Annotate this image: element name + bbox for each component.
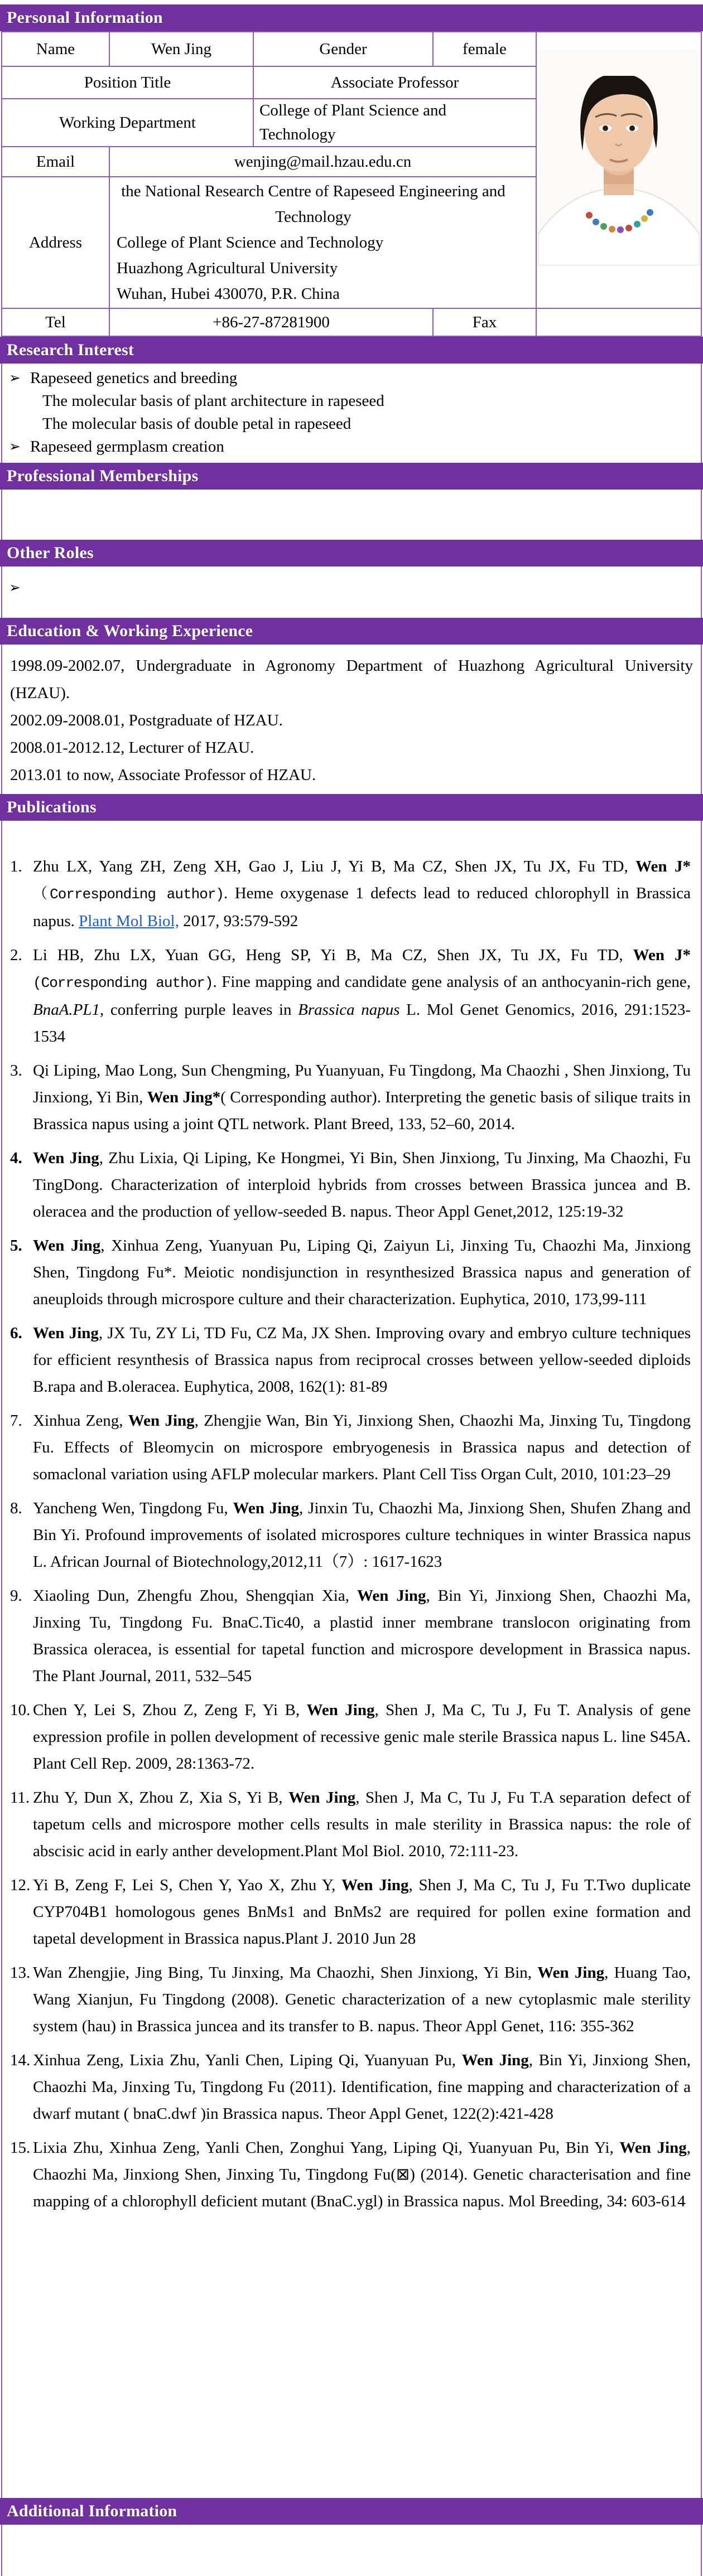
publication-number: 6. xyxy=(10,1324,22,1342)
position-title-label: Position Title xyxy=(2,67,254,99)
research-item-text: Rapeseed germplasm creation xyxy=(30,438,224,456)
address-line: College of Plant Science and Technology xyxy=(117,234,384,251)
publication-number: 7. xyxy=(10,1412,22,1430)
name-label: Name xyxy=(2,32,110,67)
research-item-text: Rapeseed genetics and breeding xyxy=(30,369,238,387)
publication-text-segment: , JX Tu, ZY Li, TD Fu, CZ Ma, JX Shen. Improving ovary and embryo culture techniques for efficient resynthesis of Brassica napus from reciprocal crosses between yellow-seeded diploids B.rapa and B.oleracea. Euphytica, 2008, 162(1): 81-89 xyxy=(33,1324,691,1396)
publication-item xyxy=(2,853,693,934)
publication-text-segment: Zhu Y, Dun X, Zhou Z, Xia S, Yi B, xyxy=(33,1789,289,1807)
publication-text-segment: Xiaoling Dun, Zhengfu Zhou, Shengqian Xia, xyxy=(33,1587,357,1605)
additional-information-content xyxy=(1,2525,702,2576)
section-header-research-interest xyxy=(0,337,703,364)
publication-text-segment: Xinhua Zeng, xyxy=(33,1412,128,1430)
publications-list xyxy=(1,821,702,2498)
education-list xyxy=(1,645,702,794)
publication-item xyxy=(2,942,693,1050)
publication-text-segment: , conferring purple leaves in xyxy=(100,1001,298,1019)
tel-value: +86-27-87281900 xyxy=(110,309,434,336)
publication-text-segment: , Zhu Lixia, Qi Liping, Ke Hongmei, Yi Bin, Shen Jinxiong, Tu Jinxing, Ma Chaozhi, Fu TingDong. Characterization of interploid hybrids from crosses between Brassica juncea and B. oleracea and the production of yellow-seeded B. napus. Theor Appl Genet,2012, 125:19-32 xyxy=(33,1149,691,1221)
publication-item xyxy=(2,2047,693,2127)
publication-text-segment: Brassica napus xyxy=(298,1001,400,1019)
publication-text-segment: Wen Jing xyxy=(33,1237,101,1255)
professional-memberships-content xyxy=(1,490,702,540)
arrow-bullet-icon: ➢ xyxy=(9,371,21,386)
publication-text-segment: Wen Jing xyxy=(33,1324,99,1342)
publication-item xyxy=(2,1495,693,1575)
tel-label: Tel xyxy=(2,309,110,336)
publication-text-segment: Xinhua Zeng, Lixia Zhu, Yanli Chen, Liping Qi, Yuanyuan Pu, xyxy=(33,2051,462,2069)
publication-text-segment: , Jinxin Tu, Chaozhi Ma, Jinxiong Shen, Shufen Zhang and Bin Yi. Profound improvements of isolated microspores culture techniques in winter Brassica napus L. African Journal of Biotechnology,2012,11（7）: 1617-1623 xyxy=(33,1499,691,1571)
publication-text-segment: Qi Liping, Mao Long, Sun Chengming, Pu Yuanyuan, Fu Tingdong, Ma Chaozhi , Shen Jinxiong, Tu Jinxiong, Yi Bin, xyxy=(33,1062,691,1106)
publication-journal-link[interactable]: Plant Mol Biol, xyxy=(79,912,179,930)
publication-text-segment: , Zhengjie Wan, Bin Yi, Jinxiong Shen, Chaozhi Ma, Jinxing Tu, Tingdong Fu. Effects of Bleomycin on microspore embryogenesis in Brassica napus and detection of somaclonal variation using AFLP molecular markers. Plant Cell Tiss Organ Cult, 2010, 101:23–29 xyxy=(33,1412,691,1483)
education-entry: 2008.01-2012.12, Lecturer of HZAU. xyxy=(10,739,254,757)
publication-item xyxy=(2,1057,693,1137)
arrow-bullet-icon: ➢ xyxy=(9,580,21,595)
gender-value: female xyxy=(434,32,537,67)
arrow-bullet-icon: ➢ xyxy=(9,439,21,454)
publication-item xyxy=(2,1407,693,1488)
section-header-personal-information xyxy=(0,4,703,31)
publication-number: 13. xyxy=(10,1964,31,1982)
publication-number: 12. xyxy=(10,1876,31,1894)
publication-text-segment: BnaA.PL1 xyxy=(33,1001,100,1019)
section-title: Education & Working Experience xyxy=(7,622,253,640)
publication-item xyxy=(2,1145,693,1225)
publication-number: 14. xyxy=(10,2051,31,2069)
publication-text-segment: Wen Jing xyxy=(306,1701,375,1719)
publication-text-segment: , Shen J, Ma C, Tu J, Fu T.Two duplicate CYP704B1 homologous genes BnMs1 and BnMs2 are required for pollen exine formation and tapetal development in Brassica napus.Plant J. 2010 Jun 28 xyxy=(33,1876,691,1948)
publication-text-segment: Wan Zhengjie, Jing Bing, Tu Jinxing, Ma Chaozhi, Shen Jinxiong, Yi Bin, xyxy=(33,1964,538,1982)
research-item-text: The molecular basis of double petal in rapeseed xyxy=(42,415,352,433)
section-header-professional-memberships xyxy=(0,463,703,490)
address-label: Address xyxy=(2,177,110,309)
research-item-sub-item xyxy=(6,413,692,435)
publication-item xyxy=(2,1784,693,1865)
section-header-other-roles xyxy=(0,540,703,566)
publication-text-segment: Wen Jing xyxy=(537,1964,605,1982)
address-line: Wuhan, Hubei 430070, P.R. China xyxy=(117,285,340,303)
personal-info-table xyxy=(1,31,702,337)
publication-text-segment: . Fine mapping and candidate gene analysis of an anthocyanin-rich gene, xyxy=(213,973,691,991)
publication-text-segment: . Heme oxygenase 1 defects lead to reduced chlorophyll in Brassica napus. xyxy=(33,884,691,930)
portrait-photo xyxy=(538,50,700,265)
fax-value xyxy=(537,309,701,336)
publication-text-segment: (Corresponding author) xyxy=(33,975,213,991)
position-title-value: Associate Professor xyxy=(254,67,537,99)
publication-text-segment: （Corresponding author) xyxy=(33,886,224,903)
email-value: wenjing@mail.hzau.edu.cn xyxy=(110,147,537,177)
publication-text-segment: 2017, 93:579-592 xyxy=(179,912,298,930)
publication-text-segment: Chen Y, Lei S, Zhou Z, Zeng F, Yi B, xyxy=(33,1701,307,1719)
working-department-label: Working Department xyxy=(2,99,254,147)
publication-text-segment: Li HB, Zhu LX, Yuan GG, Heng SP, Yi B, Ma CZ, Shen JX, Tu JX, Fu TD, xyxy=(33,946,633,964)
publication-text-segment: , Shen J, Ma C, Tu J, Fu T. Analysis of gene expression profile in pollen development of recessive genic male sterile Brassica napus L. line S45A. Plant Cell Rep. 2009, 28:1363-72. xyxy=(33,1701,691,1773)
publication-text-segment: Zhu LX, Yang ZH, Zeng XH, Gao J, Liu J, Yi B, Ma CZ, Shen JX, Tu JX, Fu TD, xyxy=(33,858,636,875)
publication-number: 10. xyxy=(10,1701,31,1719)
publication-number: 11. xyxy=(10,1789,30,1807)
publication-text-segment: Wen Jing xyxy=(288,1789,356,1807)
publication-text-segment: Wen Jing xyxy=(33,1149,99,1167)
publication-text-segment: ( Corresponding author). Interpreting the genetic basis of silique traits in Brassica napus using a joint QTL network. Plant Breed, 133, 52–60, 2014. xyxy=(33,1088,691,1133)
publication-item xyxy=(2,1582,693,1689)
publication-text-segment: Wen Jing xyxy=(128,1412,195,1430)
publication-item xyxy=(2,1697,693,1777)
section-header-education-working-experience xyxy=(0,618,703,645)
section-title: Additional Information xyxy=(7,2502,177,2520)
section-header-additional-information xyxy=(0,2498,703,2525)
section-header-publications xyxy=(0,794,703,821)
working-department-value: College of Plant Science and Technology xyxy=(254,99,537,147)
publication-item xyxy=(2,1232,693,1313)
publication-text-segment: , Chaozhi Ma, Jinxiong Shen, Jinxing Tu, Tingdong Fu(⊠) (2014). Genetic characterisation and fine mapping of a chlorophyll deficient mutant (BnaC.ygl) in Brassica napus. Mol Breeding, 34: 603-614 xyxy=(33,2139,691,2210)
publication-text-segment: Wen Jing xyxy=(619,2139,687,2157)
education-entry: 2013.01 to now, Associate Professor of HZAU. xyxy=(10,766,316,784)
publication-text-segment: , Xinhua Zeng, Yuanyuan Pu, Liping Qi, Zaiyun Li, Jinxing Tu, Chaozhi Ma, Jinxiong Shen, Tingdong Fu*. Meiotic nondisjunction in resynthesized Brassica napus and generation of aneuploids through microspore culture and their characterization. Euphytica, 2010, 173,99-111 xyxy=(33,1237,691,1308)
publication-number: 4. xyxy=(10,1149,22,1167)
publication-number: 8. xyxy=(10,1499,22,1517)
publication-text-segment: Wen Jing xyxy=(233,1499,300,1517)
section-title: Professional Memberships xyxy=(7,467,199,485)
publication-text-segment: , Bin Yi, Jinxiong Shen, Chaozhi Ma, Jinxing Tu, Tingdong Fu (2011). Identification, fine mapping and characterization of a dwarf mutant ( bnaC.dwf )in Brassica napus. Theor Appl Genet, 122(2):421-428 xyxy=(33,2051,691,2123)
section-title: Personal Information xyxy=(7,8,163,27)
research-item-bullet-item xyxy=(6,367,692,390)
section-title: Publications xyxy=(7,798,97,816)
section-title: Other Roles xyxy=(7,544,94,562)
publication-number: 15. xyxy=(10,2139,31,2157)
publication-item xyxy=(2,1959,693,2040)
address-value xyxy=(110,177,537,309)
publication-text-segment: , Bin Yi, Jinxiong Shen, Chaozhi Ma, Jinxing Tu, Tingdong Fu. BnaC.Tic40, a plastid inner membrane translocon originating from Brassica oleracea, is essential for tapetal function and microspore development in Brassica napus. The Plant Journal, 2011, 532–545 xyxy=(33,1587,691,1685)
publication-text-segment: Yancheng Wen, Tingdong Fu, xyxy=(33,1499,233,1517)
publication-text-segment: L. Mol Genet Genomics, 2016, 291:1523-1534 xyxy=(33,1001,691,1045)
publication-text-segment: Wen Jing xyxy=(341,1876,409,1894)
publication-number: 2. xyxy=(10,946,22,964)
publication-item xyxy=(2,1320,693,1400)
research-item-text: The molecular basis of plant architecture in rapeseed xyxy=(42,392,384,410)
address-line: Huazhong Agricultural University xyxy=(117,259,338,277)
photo-cell xyxy=(537,32,701,309)
publication-text-segment: Lixia Zhu, Xinhua Zeng, Yanli Chen, Zonghui Yang, Liping Qi, Yuanyuan Pu, Bin Yi, xyxy=(33,2139,620,2157)
publication-text-segment: , Huang Tao, Wang Xianjun, Fu Tingdong (2008). Genetic characterization of a new cytoplasmic male sterility system (hau) in Brassica juncea and its transfer to B. napus. Theor Appl Genet, 116: 355-362 xyxy=(33,1964,691,2035)
publication-text-segment: Wen J* xyxy=(633,946,691,964)
publication-text-segment: , Shen J, Ma C, Tu J, Fu T.A separation defect of tapetum cells and microspore mother cells results in male sterility in Brassica napus: the role of abscisic acid in early anther development.Plant Mol Biol. 2010, 72:111-23. xyxy=(33,1789,691,1860)
publication-text-segment: Wen Jing xyxy=(357,1587,426,1605)
research-item-sub-item xyxy=(6,390,692,413)
education-entry: 2002.09-2008.01, Postgraduate of HZAU. xyxy=(10,711,283,729)
fax-label: Fax xyxy=(434,309,537,336)
publication-number: 9. xyxy=(10,1587,22,1605)
research-interest-list xyxy=(1,364,702,463)
publication-number: 3. xyxy=(10,1062,22,1079)
email-label: Email xyxy=(2,147,110,177)
address-line: the National Research Centre of Rapeseed Engineering and Technology xyxy=(121,182,505,226)
gender-label: Gender xyxy=(254,32,434,67)
publication-text-segment: Wen J* xyxy=(635,858,691,875)
publication-text-segment: Wen Jing* xyxy=(147,1088,221,1106)
publication-number: 1. xyxy=(10,858,22,875)
publication-number: 5. xyxy=(10,1237,22,1255)
publication-item xyxy=(2,1872,693,1952)
publication-text-segment: Wen Jing xyxy=(461,2051,529,2069)
top-margin xyxy=(0,0,703,4)
publication-text-segment: Yi B, Zeng F, Lei S, Chen Y, Yao X, Zhu Y, xyxy=(33,1876,342,1894)
education-entry: 1998.09-2002.07, Undergraduate in Agronomy Department of Huazhong Agricultural University (HZAU). xyxy=(10,657,693,702)
publication-item xyxy=(2,2134,693,2215)
other-roles-list xyxy=(1,566,702,618)
research-item-bullet-item xyxy=(6,435,692,458)
name-value: Wen Jing xyxy=(110,32,254,67)
section-title: Research Interest xyxy=(7,341,134,359)
